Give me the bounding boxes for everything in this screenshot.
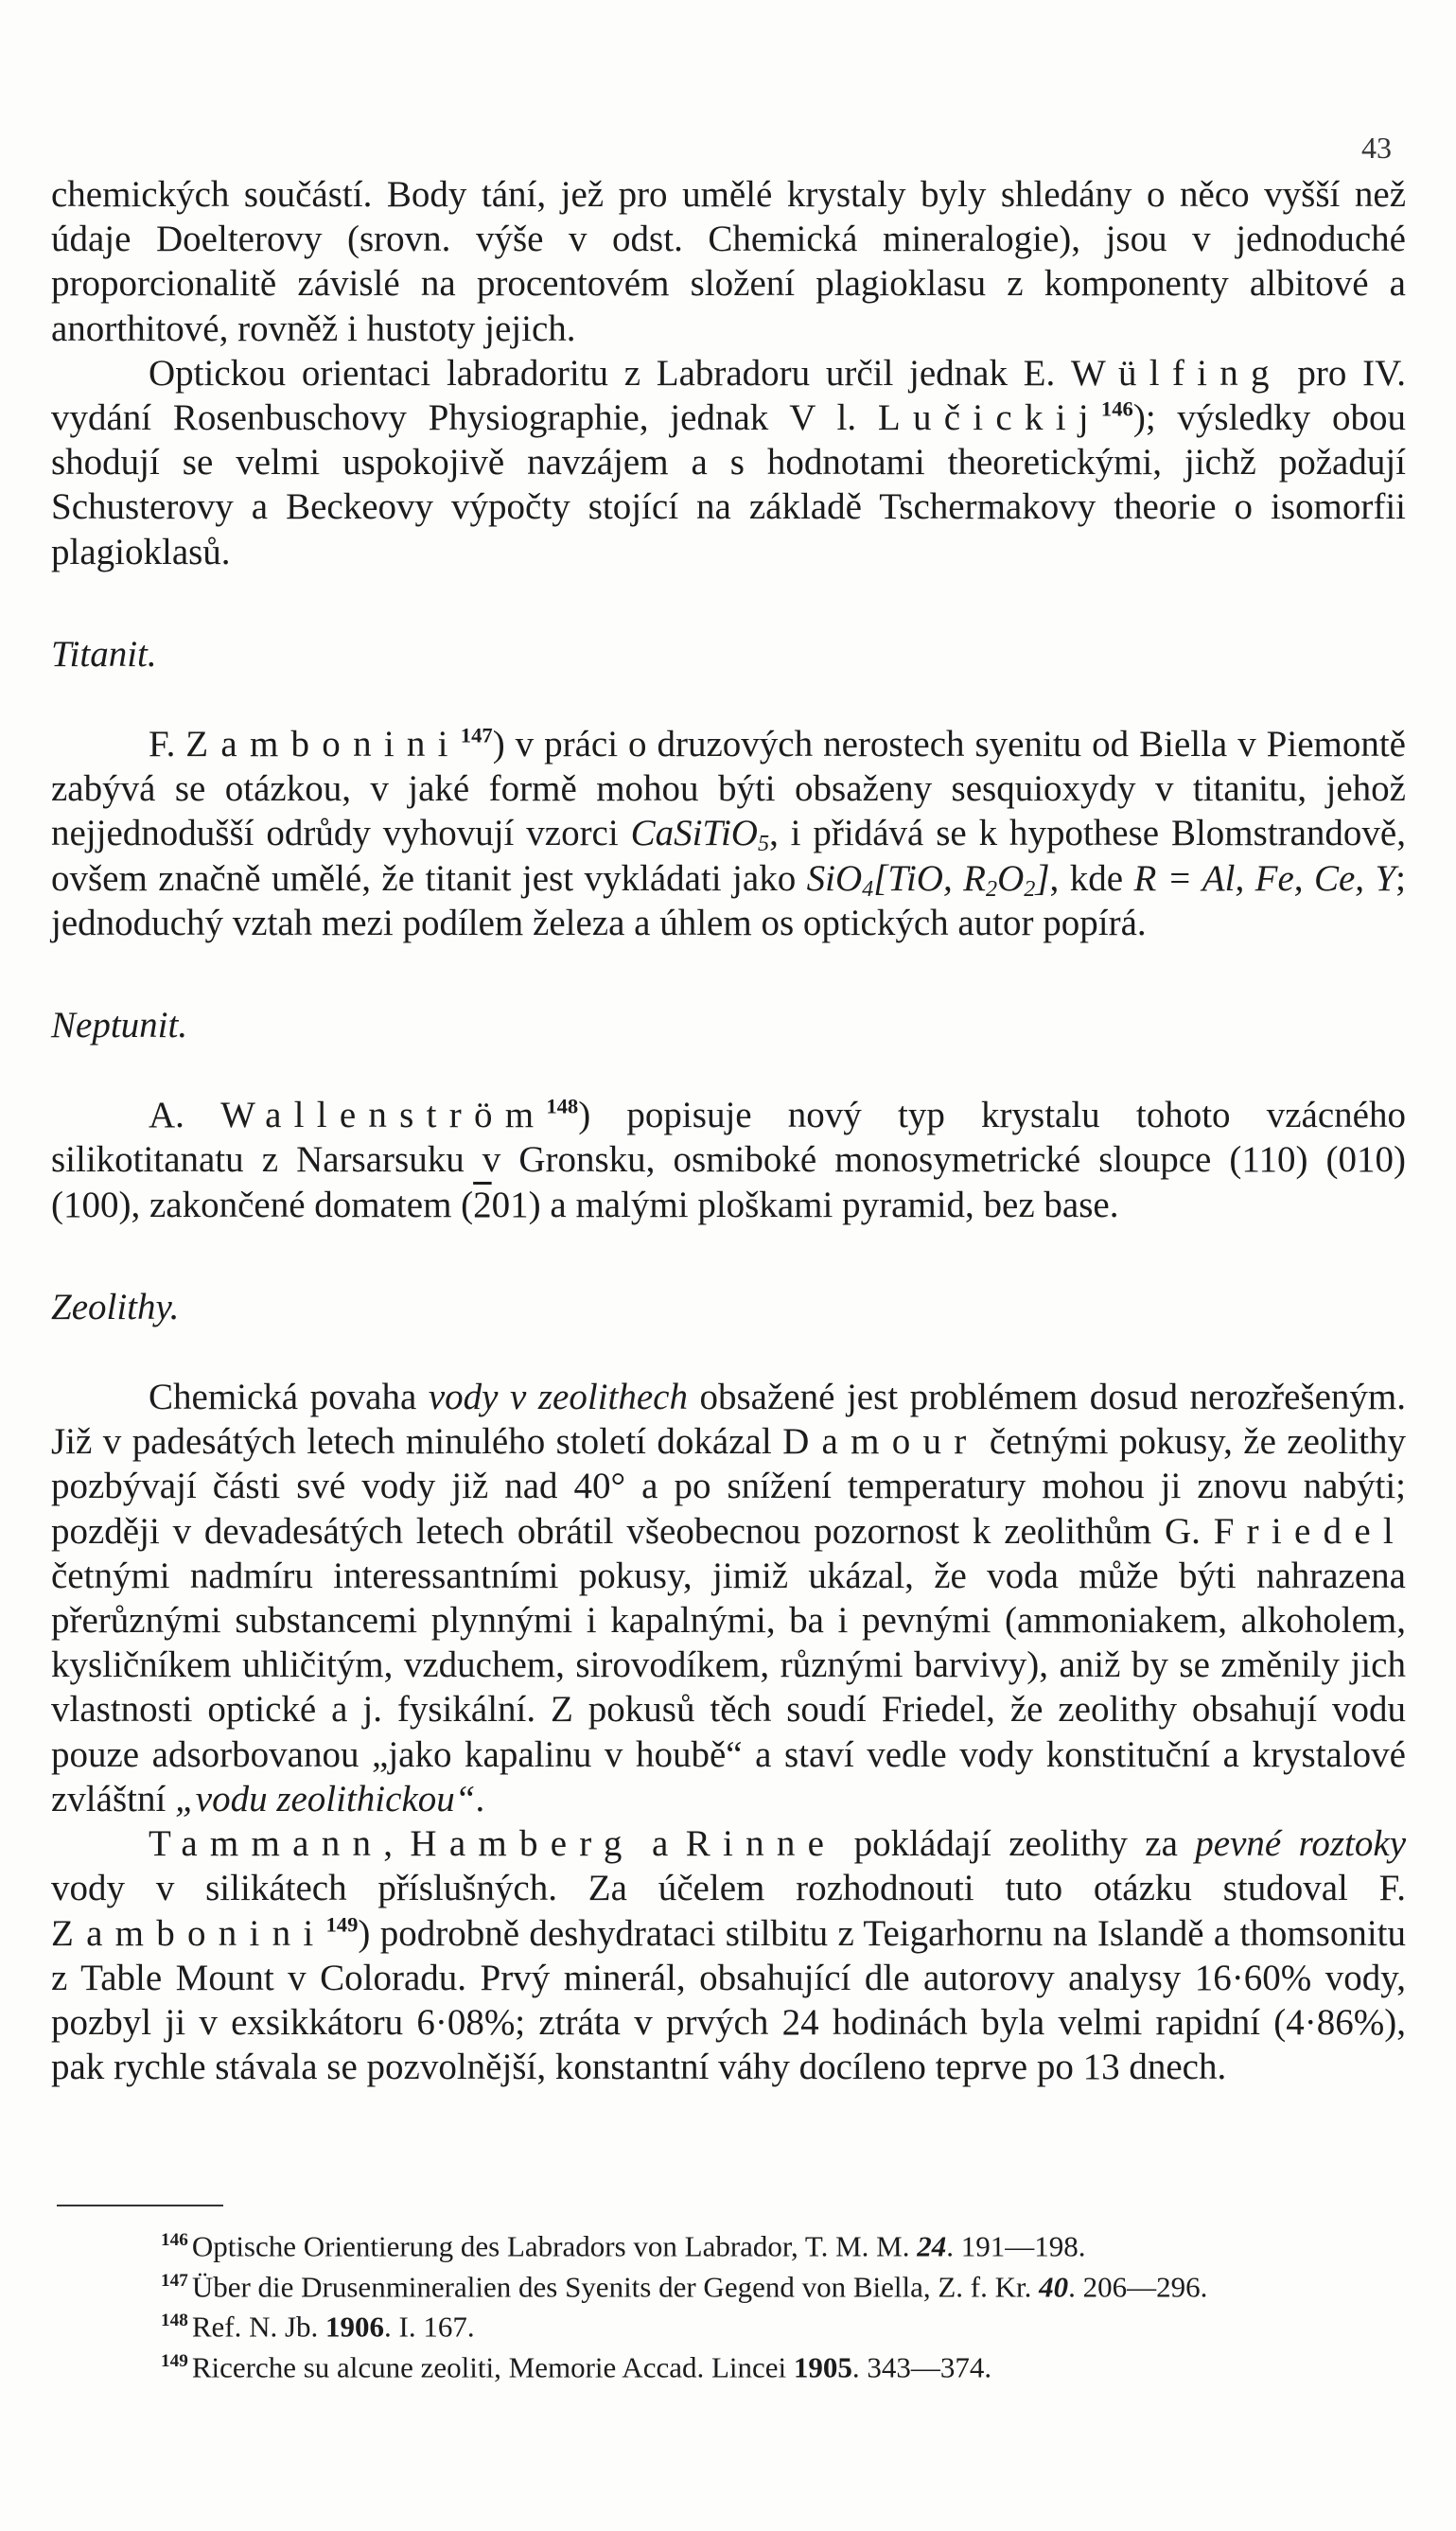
footnote-text: . 206—296. bbox=[1068, 2270, 1208, 2304]
footnote-ref: 149 bbox=[325, 1911, 359, 1936]
emphasis: „vodu zeolithickou“ bbox=[175, 1778, 476, 1819]
footnote-volume: 1906 bbox=[325, 2310, 385, 2344]
text-run: ) popisuje nový typ krystalu tohoto vzácného silikotitanatu z Narsarsuku v Gronsku, osmiboké monosymetrické sloupce (110) (010) (100), zakončené domatem ( bbox=[51, 1095, 1406, 1225]
footnote-text: . 191—198. bbox=[946, 2229, 1086, 2263]
footnote-number: 148 bbox=[161, 2311, 188, 2331]
footnote-divider bbox=[57, 2205, 223, 2206]
paragraph-titanit bbox=[51, 722, 1406, 945]
footnote-volume: 40 bbox=[1039, 2270, 1069, 2304]
footnote-ref: 148 bbox=[546, 1094, 579, 1118]
formula-part: O bbox=[997, 857, 1025, 899]
footnote-text: Optische Orientierung des Labradors von Labrador, T. M. M. bbox=[191, 2229, 918, 2263]
formula-subscript: 2 bbox=[1024, 875, 1036, 902]
paragraph-labradorit-optics bbox=[51, 351, 1406, 574]
text-run: četnými nadmíru interessantními pokusy, jimiž ukázal, že voda může býti nahrazena přerůznými substancemi plynnými i kapalnými, ba i pevnými (ammoniakem, alkoholem, kysličníkem uhličitým, vzduchem, sirovodíkem, různými barvivy), aniž by se změnily jich vlastnosti optické a j. fysikální. Z pokusů těch soudí Friedel, že zeolithy obsahují vodu pouze adsorbovanou „jako kapalinu v houbě“ a staví vedle vody konstituční a krystalové zvláštní bbox=[51, 1555, 1406, 1819]
footnote-147 bbox=[51, 2264, 1406, 2305]
body-text bbox=[51, 172, 1406, 2089]
author-name: Tammann bbox=[149, 1823, 384, 1865]
text-run: ; jednoduchý vztah mezi podílem železa a úhlem os optických autor popírá. bbox=[51, 857, 1406, 943]
footnote-146 bbox=[51, 2223, 1406, 2264]
text-run: , bbox=[383, 1823, 411, 1865]
section-heading-titanit: Titanit. bbox=[51, 633, 157, 675]
text-run: , kde bbox=[1049, 857, 1134, 899]
footnote-text: . 343—374. bbox=[851, 2350, 992, 2384]
text-run: F. bbox=[149, 724, 186, 765]
footnote-ref: 146 bbox=[1100, 396, 1133, 421]
footnote-text: . I. 167. bbox=[384, 2310, 475, 2344]
footnote-number: 149 bbox=[161, 2350, 188, 2371]
emphasis: vody v zeolithech bbox=[428, 1377, 688, 1418]
chemical-formula bbox=[630, 813, 770, 857]
text-run: vody v silikátech příslušných. Za účelem rozhodnouti tuto otázku studoval F. bbox=[51, 1868, 1406, 1909]
footnote-number: 146 bbox=[161, 2230, 188, 2250]
text-run: 01) a malými ploškami pyramid, bez base. bbox=[491, 1184, 1119, 1225]
text-run: Optickou orientaci labradoritu z Labradoru určil jednak E. bbox=[149, 352, 1071, 394]
chemical-formula: R = Al, Fe, Ce, Y bbox=[1133, 857, 1396, 899]
footnote-149 bbox=[51, 2345, 1406, 2385]
footnote-text: Über die Drusenmineralien des Syenits der Gegend von Biella, Z. f. Kr. bbox=[191, 2270, 1040, 2304]
text-run: pro IV. vydání Rosenbuschovy Physiographie, jednak V l. bbox=[51, 352, 1406, 439]
text-run: Chemická povaha bbox=[149, 1377, 429, 1418]
footnote-volume: 1905 bbox=[793, 2350, 852, 2384]
paragraph-neptunit bbox=[51, 1093, 1406, 1227]
author-name: Zambonini bbox=[185, 724, 461, 765]
text-run: obsažené jest problémem dosud nerozřešeným. Již v padesátých letech minulého století dokázal bbox=[51, 1377, 1406, 1463]
author-name: Zambonini bbox=[51, 1912, 326, 1954]
text-run: ); výsledky obou shodují se velmi uspokojivě navzájem a s hodnotami theoretickými, jichž požadují Schusterovy a Beckeovy výpočty stojící na základě Tschermakovy theorie o isomorfii plagioklasů. bbox=[51, 397, 1406, 572]
footnote-148 bbox=[51, 2304, 1406, 2345]
text-run: . bbox=[475, 1778, 485, 1819]
paragraph-text: chemických součástí. Body tání, jež pro umělé krystaly byly shledány o něco vyšší než údaje Doelterovy (srovn. výše v odst. Chemická mineralogie), jsou v jednoduché proporcionalitě závislé na procentovém složení plagioklasu z komponenty albitové a anorthitové, rovněž i hustoty jejich. bbox=[51, 174, 1406, 349]
footnote-volume: 24 bbox=[917, 2229, 947, 2263]
author-name: Rinne bbox=[685, 1823, 837, 1865]
footnote-text: Ricerche su alcune zeoliti, Memorie Accad. Lincei bbox=[191, 2350, 794, 2384]
overlined-index: 2 bbox=[473, 1184, 492, 1225]
text-run: ) podrobně deshydrataci stilbitu z Teigarhornu na Islandě a thomsonitu z Table Mount v Coloradu. Prvý minerál, obsahující dle autorovy analysy 16·60% vody, pozbyl ji v exsikkátoru 6·08%; ztráta v prvých 24 hodinách byla velmi rapidní (4·86%), pak rychle stávala se pozvolnější, konstantní váhy docíleno teprve po 13 dnech. bbox=[51, 1912, 1406, 2088]
formula-subscript: 5 bbox=[757, 831, 770, 857]
formula-part: [TiO, R bbox=[873, 857, 986, 899]
footnote-text: Ref. N. Jb. bbox=[191, 2310, 326, 2344]
formula-part: ] bbox=[1035, 857, 1050, 899]
text-run: A. bbox=[149, 1095, 221, 1136]
author-name: Hamberg bbox=[410, 1823, 635, 1865]
formula-part: SiO bbox=[806, 857, 863, 899]
chemical-formula bbox=[806, 857, 1050, 902]
footnotes bbox=[51, 2223, 1406, 2384]
author-name: Wülfing bbox=[1070, 352, 1282, 394]
formula-part: CaSiTiO bbox=[630, 813, 758, 854]
text-run: a bbox=[634, 1823, 686, 1865]
formula-subscript: 4 bbox=[862, 875, 874, 902]
paragraph-zeolithy-water bbox=[51, 1375, 1406, 1821]
footnote-number: 147 bbox=[161, 2270, 188, 2291]
author-name: Wallenström bbox=[220, 1095, 547, 1136]
page-number: 43 bbox=[1361, 131, 1392, 165]
author-name: Lučickij bbox=[877, 397, 1101, 439]
text-run: , i přidává se k hypothese Blomstrandově, ovšem značně umělé, že titanit jest vykládati jako bbox=[51, 813, 1406, 899]
paragraph-plagioklas-melting bbox=[51, 172, 1406, 351]
emphasis: pevné roztoky bbox=[1195, 1823, 1407, 1865]
formula-subscript: 2 bbox=[985, 875, 998, 902]
author-name: Damour bbox=[782, 1421, 979, 1463]
paragraph-zeolithy-solutions bbox=[51, 1821, 1406, 2089]
text-run: ) v práci o druzových nerostech syenitu od Biella v Piemontě zabývá se otázkou, v jaké formě mohou býti obsaženy sesquioxydy v titanitu, jehož nejjednodušší odrůdy vyhovují vzorci bbox=[51, 724, 1406, 854]
author-name: Friedel bbox=[1213, 1510, 1406, 1552]
section-heading-neptunit: Neptunit. bbox=[51, 1005, 188, 1046]
section-heading-zeolithy: Zeolithy. bbox=[51, 1286, 180, 1327]
text-run: četnými pokusy, že zeolithy pozbývají části své vody již nad 40° a po snížení temperatury mohou ji znovu nabýti; později v devadesátých letech obrátil všeobecnou pozornost k zeolithům G. bbox=[51, 1421, 1406, 1552]
text-run: pokládají zeolithy za bbox=[836, 1823, 1196, 1865]
footnote-ref: 147 bbox=[460, 723, 493, 747]
